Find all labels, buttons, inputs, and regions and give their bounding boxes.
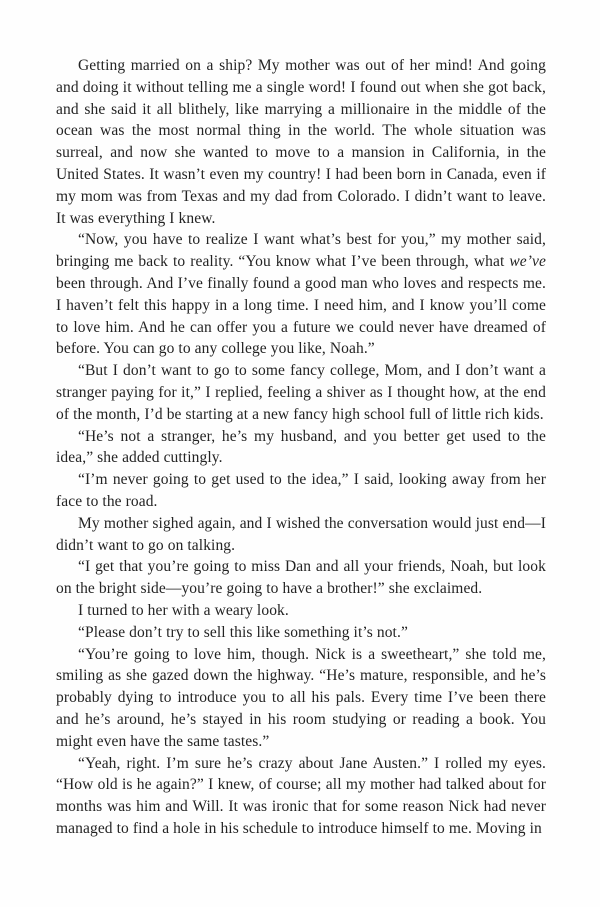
body-text: Getting married on a ship? My mother was out of her mind! And going and doing it without telling me a single word! I found out when she got back, and she said it all blithely, like marrying a millionaire in the middle of the ocean was the most normal thing in the world. The whole situation was surreal, and now she wanted to move to a mansion in California, in the United States. It wasn’t even my country! I had been born in Canada, even if my mom was from Texas and my dad from Colorado. I didn’t want to leave. It was everything I knew.	[56, 57, 546, 227]
paragraph	[56, 55, 546, 229]
paragraph	[56, 360, 546, 425]
body-text: “Please don’t try to sell this like something it’s not.”	[78, 623, 408, 641]
body-text: “Now, you have to realize I want what’s best for you,” my mother said, bringing me back to reality. “You know what I’ve been through, what	[56, 231, 546, 271]
page-text-column	[56, 55, 546, 840]
body-text: I turned to her with a weary look.	[78, 601, 289, 619]
paragraph	[56, 556, 546, 600]
body-text: been through. And I’ve finally found a good man who loves and respects me. I haven’t felt this happy in a long time. I need him, and I know you’ll come to love him. And he can offer you a future we could never have dreamed of before. You can go to any college you like, Noah.”	[56, 274, 546, 358]
paragraph	[56, 469, 546, 513]
body-text: My mother sighed again, and I wished the conversation would just end—I didn’t want to go on talking.	[56, 514, 546, 554]
body-text: “Yeah, right. I’m sure he’s crazy about Jane Austen.” I rolled my eyes. “How old is he again?” I knew, of course; all my mother had talked about for months was him and Will. It was ironic that for some reason Nick had never managed to find a hole in his schedule to introduce himself to me. Moving in	[56, 754, 546, 837]
body-text: “But I don’t want to go to some fancy college, Mom, and I don’t want a stranger paying for it,” I replied, feeling a shiver as I thought how, at the end of the month, I’d be starting at a new fancy high school full of little rich kids.	[56, 362, 546, 423]
italic-text: we’ve	[509, 253, 546, 271]
paragraph	[56, 753, 546, 840]
paragraph	[56, 229, 546, 360]
body-text: “He’s not a stranger, he’s my husband, and you better get used to the idea,” she added cuttingly.	[56, 427, 546, 467]
paragraph	[56, 622, 546, 644]
paragraph	[56, 426, 546, 470]
paragraph	[56, 513, 546, 557]
body-text: “I’m never going to get used to the idea,” I said, looking away from her face to the road.	[56, 471, 546, 510]
paragraph	[56, 600, 546, 622]
body-text: “I get that you’re going to miss Dan and all your friends, Noah, but look on the bright side—you’re going to have a brother!” she exclaimed.	[56, 558, 546, 598]
body-text: “You’re going to love him, though. Nick is a sweetheart,” she told me, smiling as she gazed down the highway. “He’s mature, responsible, and he’s probably dying to introduce you to all his pals. Every time I’ve been there and he’s around, he’s stayed in his room studying or reading a book. You might even have the same tastes.”	[56, 645, 546, 750]
paragraph	[56, 644, 546, 753]
